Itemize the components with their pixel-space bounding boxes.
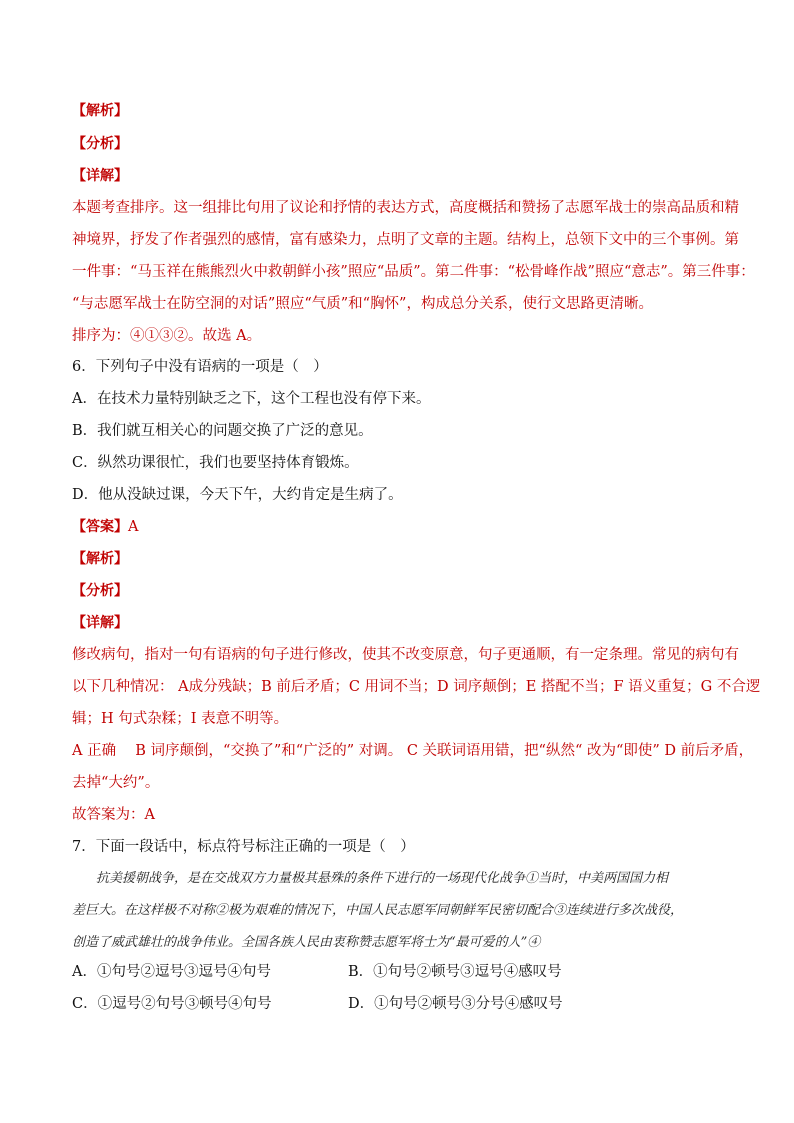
fenxi-tag: 【分析】 — [72, 583, 128, 599]
answer-tag: 【答案】 — [72, 519, 128, 535]
question-7-stem: 7．下面一段话中，标点符号标注正确的一项是（ ） — [72, 839, 415, 855]
jiexi-tag: 【解析】 — [72, 103, 128, 119]
question-7-option-c: C．①逗号②句号③顿号④句号 — [72, 996, 272, 1012]
explanation-line: 排序为：④①③②。故选 A。 — [72, 328, 262, 344]
question-7-option-b: B．①句号②顿号③逗号④感叹号 — [348, 964, 562, 980]
explanation-line: “与志愿军战士在防空洞的对话”照应“气质”和“胸怀”，构成总分关系，使行文思路更清晰。 — [72, 296, 653, 312]
passage-line: 差巨大。在这样极不对称②极为艰难的情况下，中国人民志愿军同朝鲜军民密切配合③连续进行多次战役， — [72, 903, 684, 918]
explanation-line: 辑；H 句式杂糅；I 表意不明等。 — [72, 711, 289, 727]
final-answer: 故答案为：A — [72, 807, 155, 823]
xiangjie-tag: 【详解】 — [72, 168, 128, 184]
question-6-option-a: A．在技术力量特别缺乏之下，这个工程也没有停下来。 — [72, 391, 431, 407]
explanation-line: 一件事：“马玉祥在熊熊烈火中救朝鲜小孩”照应“品质”。第二件事：“松骨峰作战”照应“意志”。第三件事： — [72, 264, 755, 280]
question-7-option-d: D．①句号②顿号③分号④感叹号 — [348, 996, 563, 1012]
answer-value: A — [128, 519, 139, 535]
question-6-stem: 6．下列句子中没有语病的一项是（ ） — [72, 359, 328, 375]
explanation-line: 神境界，抒发了作者强烈的感情，富有感染力，点明了文章的主题。结构上，总领下文中的三个事例。第 — [72, 232, 739, 248]
xiangjie-tag: 【详解】 — [72, 615, 128, 631]
answer-line — [72, 517, 138, 537]
fenxi-tag: 【分析】 — [72, 136, 128, 152]
passage-line: 创造了威武雄壮的战争伟业。全国各族人民由衷称赞志愿军将士为“最可爱的人”④ — [72, 935, 541, 950]
explanation-line: 修改病句，指对一句有语病的句子进行修改，使其不改变原意，句子更通顺，有一定条理。常见的病句有 — [72, 647, 739, 663]
question-7-option-a: A．①句号②逗号③逗号④句号 — [72, 964, 271, 980]
question-6-option-c: C．纵然功课很忙，我们也要坚持体育锻炼。 — [72, 455, 359, 471]
question-6-option-d: D．他从没缺过课，今天下午，大约肯定是生病了。 — [72, 487, 403, 503]
passage-line: 抗美援朝战争，是在交战双方力量极其悬殊的条件下进行的一场现代化战争①当时，中美两国国力相 — [96, 871, 669, 886]
jiexi-tag: 【解析】 — [72, 551, 128, 567]
explanation-line: 以下几种情况： A成分残缺；B 前后矛盾；C 用词不当；D 词序颠倒；E 搭配不当；F 语义重复；G 不合逻 — [72, 679, 761, 695]
explanation-line: 本题考查排序。这一组排比句用了议论和抒情的表达方式，高度概括和赞扬了志愿军战士的崇高品质和精 — [72, 200, 739, 216]
question-6-option-b: B．我们就互相关心的问题交换了广泛的意见。 — [72, 423, 373, 439]
explanation-line: 去掉“大约”。 — [72, 775, 160, 791]
explanation-line: A 正确 B 词序颠倒，“交换了”和“广泛的” 对调。 C 关联词语用错，把“纵然“ 改为“即使” D 前后矛盾， — [72, 743, 754, 759]
